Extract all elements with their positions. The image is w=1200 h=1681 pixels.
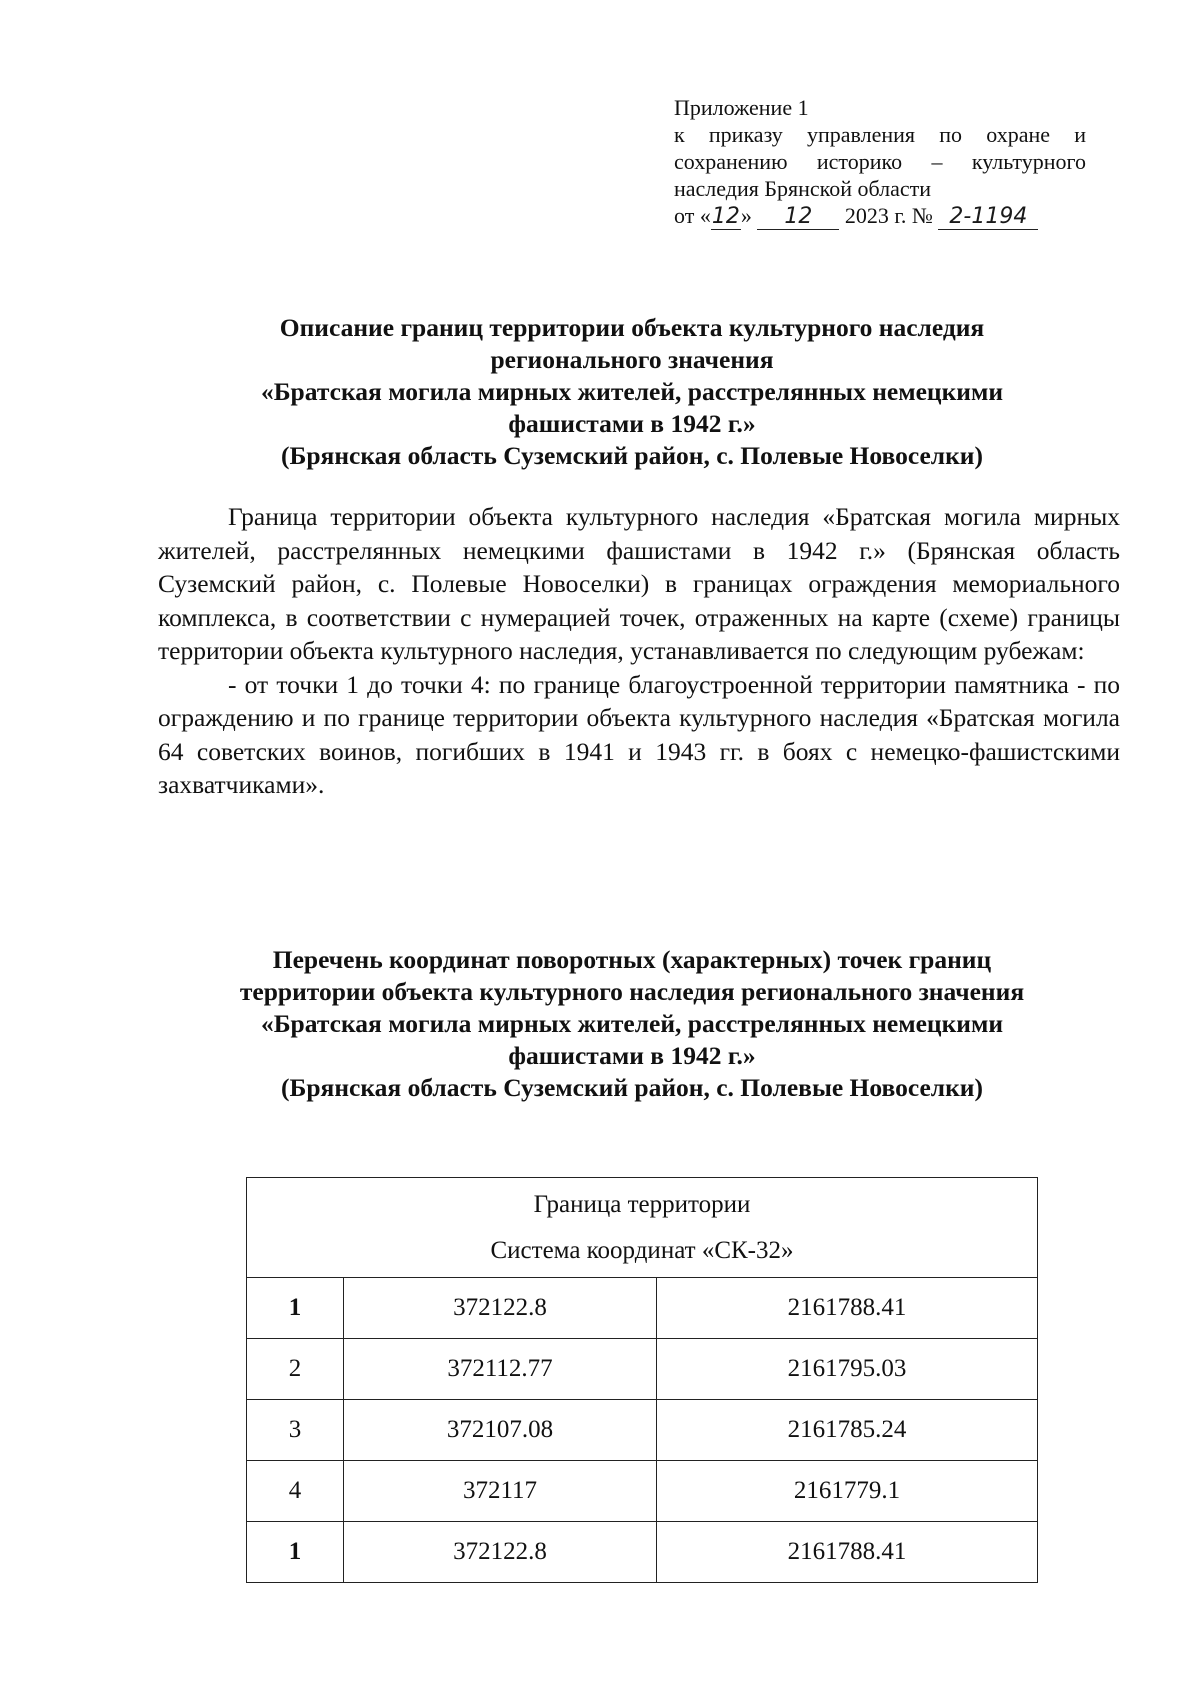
coordinates-title [180, 944, 1084, 1104]
point-number: 3 [247, 1400, 344, 1461]
handwritten-order-number: 2-1194 [938, 205, 1038, 230]
date-year-text: 2023 г. № [844, 203, 933, 228]
description-title-line-2: регионального значения [490, 345, 774, 374]
date-quote-close: » [740, 203, 752, 228]
coordinates-table [246, 1177, 1038, 1583]
boundary-description [158, 500, 1120, 802]
table-header-row [247, 1178, 1038, 1278]
description-title-line-4: фашистами в 1942 г.» [508, 409, 756, 438]
table-row [247, 1461, 1038, 1522]
coordinate-x: 372122.8 [344, 1278, 657, 1339]
table-row [247, 1400, 1038, 1461]
coordinate-y: 2161785.24 [657, 1400, 1038, 1461]
point-number: 2 [247, 1339, 344, 1400]
coordinate-x: 372122.8 [344, 1522, 657, 1583]
appendix-line-1: к приказу управления по охране и [674, 122, 1086, 147]
description-title-line-1: Описание границ территории объекта культурного наследия [279, 313, 985, 342]
description-title [180, 312, 1084, 472]
coordinates-title-line-3: «Братская могила мирных жителей, расстрелянных немецкими [260, 1009, 1004, 1038]
description-title-line-5: (Брянская область Суземский район, с. Полевые Новоселки) [281, 441, 983, 470]
coordinates-title-line-4: фашистами в 1942 г.» [508, 1041, 756, 1070]
coordinate-y: 2161788.41 [657, 1522, 1038, 1583]
appendix-date-line [674, 202, 1086, 230]
table-header-line-1: Граница территории [533, 1190, 751, 1218]
point-number: 1 [247, 1278, 344, 1339]
coordinate-x: 372117 [344, 1461, 657, 1522]
table-row [247, 1339, 1038, 1400]
appendix-line-2: сохранению историко – культурного [674, 149, 1086, 174]
table-header-cell [247, 1178, 1038, 1278]
appendix-title: Приложение 1 [674, 95, 809, 120]
coordinate-x: 372107.08 [344, 1400, 657, 1461]
description-title-line-3: «Братская могила мирных жителей, расстрелянных немецкими [260, 377, 1004, 406]
coordinate-y: 2161788.41 [657, 1278, 1038, 1339]
body-paragraph-1: Граница территории объекта культурного наследия «Братская могила мирных жителей, расстрелянных немецкими фашистами в 1942 г.» (Брянская область Суземский район, с. Полевые Новоселки) в границах ограждения мемориального комплекса, в соответствии с нумерацией точек, отраженных на карте (схеме) границы территории объекта культурного наследия, устанавливается по следующим рубежам: [158, 502, 1120, 665]
body-paragraph-2: - от точки 1 до точки 4: по границе благоустроенной территории памятника - по ограждению и по границе территории объекта культурного наследия «Братская могила 64 советских воинов, погибших в 1941 и 1943 гг. в боях с немецко-фашистскими захватчиками». [158, 669, 1120, 799]
appendix-line-3: наследия Брянской области [674, 176, 932, 201]
appendix-block [674, 94, 1086, 230]
handwritten-month: 12 [757, 205, 839, 230]
coordinate-x: 372112.77 [344, 1339, 657, 1400]
coordinate-y: 2161779.1 [657, 1461, 1038, 1522]
coordinates-title-line-5: (Брянская область Суземский район, с. Полевые Новоселки) [281, 1073, 983, 1102]
table-row [247, 1522, 1038, 1583]
point-number: 4 [247, 1461, 344, 1522]
point-number: 1 [247, 1522, 344, 1583]
coordinates-title-line-1: Перечень координат поворотных (характерных) точек границ [272, 945, 992, 974]
date-prefix: от « [674, 203, 711, 228]
coordinates-title-line-2: территории объекта культурного наследия регионального значения [239, 977, 1025, 1006]
handwritten-day: 12 [711, 204, 740, 229]
table-row [247, 1278, 1038, 1339]
table-header-line-2: Система координат «СК-32» [490, 1236, 794, 1264]
coordinate-y: 2161795.03 [657, 1339, 1038, 1400]
